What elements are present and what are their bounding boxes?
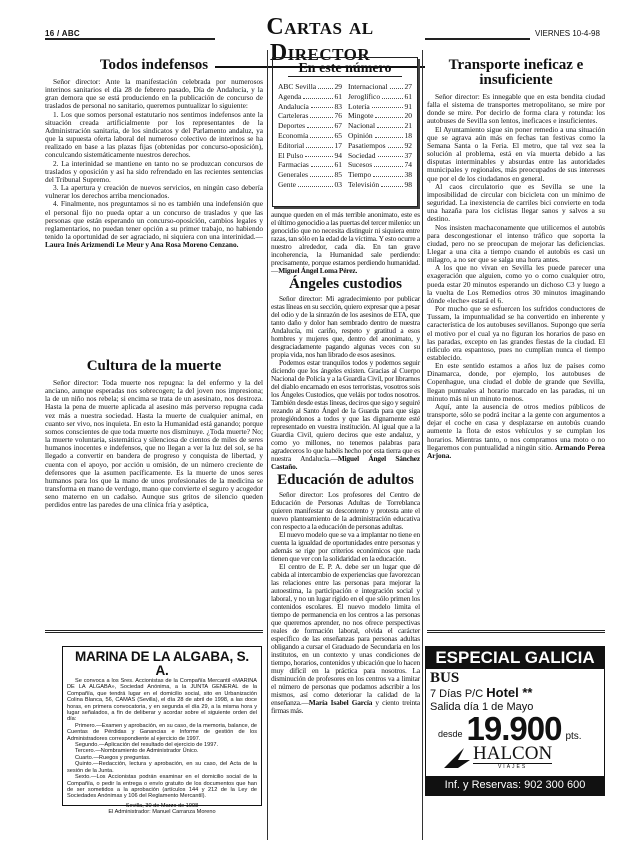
index-label: Generales <box>278 170 308 180</box>
index-entry <box>348 141 412 151</box>
halcon-logo-icon <box>444 746 470 768</box>
paragraph: 3. La apertura y creación de nuevos servicios, en ningún caso debería vulnerar los derechos arriba mencionados. <box>45 183 263 201</box>
index-columns <box>278 82 412 190</box>
index-page: 20 <box>404 111 412 121</box>
paragraph: Señor director: Toda muerte nos repugna: la del enfermo y la del anciano, aunque esperadas nos sobrecogen; la del joven nos impresiona; la de un niño nos rebela; si encima se trata de un asesinato, nos destroza. Hasta la pena de muerte aplicada al asesino más perverso repugna cada vez más a nuestra sociedad. Hasta la muerte de cualquier animal, en cuanto ser vivo, nos inquieta. En esto la Humanidad está ganando; porque somos conscientes de que toda muerte nos disminuye. ¿Toda muerte? No; la muerte voluntaria, sistemática y silenciosa de cientos de miles de seres humanos inocentes e indefensos, que no llegan a ver la luz del sol, se ha llegado a convertir en bandera de progreso y conquista de libertad, y cuenta con el apoyo, por acción u omisión, de un número creciente de defensores que la asumen pacíficamente. Es la muerte de unos seres humanos para los que la mano de unos profesionales de la medicina se transforma en mano de verdugo, mano que convierte el seguro y acogedor seno materno en un cadalso. Aunque sus gritos de silencio queden perdidos entre las paredes de una clínica fría y aséptica, <box>45 378 263 510</box>
paragraph <box>271 211 420 275</box>
index-box <box>272 57 418 207</box>
index-leader <box>310 131 332 138</box>
index-leader <box>374 160 402 167</box>
ad-date: Sevilla, 30 de Marzo de 1998 <box>125 802 199 809</box>
ad-brand-sub: VIAJES <box>473 763 552 770</box>
index-entry <box>348 131 412 141</box>
index-title: En este número <box>288 61 402 77</box>
index-label: Lotería <box>348 101 370 111</box>
ad-contact: Inf. y Reservas: 902 300 600 <box>426 776 604 795</box>
index-entry <box>278 170 342 180</box>
index-label: Agenda <box>278 91 302 101</box>
index-leader <box>377 121 402 128</box>
index-label: ABC Sevilla <box>278 82 317 91</box>
ad-mode: BUS <box>430 670 460 686</box>
index-leader <box>382 92 402 99</box>
ad-text: Quinto.—Redacción, lectura y aprobación, en su caso, del Acta de la sesión de la Junta. <box>67 761 257 774</box>
ad-title: MARINA DE LA ALGABA, S. A. <box>75 649 249 678</box>
issue-date: VIERNES 10-4-98 <box>535 29 600 38</box>
index-leader <box>375 131 403 138</box>
index-page: 65 <box>334 130 342 140</box>
column-divider <box>422 50 423 840</box>
letter-cultura-continued <box>271 211 420 275</box>
index-page: 29 <box>334 82 342 91</box>
index-leader <box>307 121 332 128</box>
letter-title: Transporte ineficaz e insuficiente <box>448 57 584 88</box>
index-leader <box>388 141 403 148</box>
index-leader <box>305 151 332 158</box>
paragraph: Al caos circulatorio que es Sevilla se une la imposibilidad de circular con bicicleta con un mínimo de seguridad. La inexistencia de carriles bici convierte en toda una hazaña para los ciclistas llegar sanos y salvos a su destino. <box>427 181 605 224</box>
paragraph: 1. Los que somos personal estatutario nos sentimos indefensos ante la situación creada artificialmente por los representantes de la Administración sanitaria, de los sindicatos y del Parlamento andaluz, ya que la supuesta oferta laboral del numeroso colectivo de interinos se ha realizado en base a las plazas fijas (obtenidas por concurso-oposición), conculcando sistemáticamente nuestros derechos. <box>45 109 263 160</box>
index-label: Jeroglífico <box>348 91 381 101</box>
ad-currency: pts. <box>565 731 582 742</box>
letter-educacion-de-adultos <box>271 473 420 715</box>
index-leader <box>375 111 402 118</box>
ad-text: Primero.—Examen y aprobación, en su caso, de la memoria, balance, de Cuentas de Pérdidas y Ganancias e Informe de gestión de los Administradores correspondiente al ejercicio de 1997. <box>67 722 257 742</box>
index-label: Internacional <box>348 82 388 91</box>
paragraph-text: Aquí, ante la ausencia de otros medios públicos de transporte, sólo se podrá incitar a la gente con argumentos a dejar el coche en casa y desplazarse en autobús cuando aumente la flota de estos vehículos y se cumplan los horarios. Mientras tanto, o nos compramos una moto o no llegaremos con puntualidad a ningún sitio. <box>427 401 605 452</box>
middle-column-flow <box>271 211 420 715</box>
index-entry <box>278 180 342 190</box>
index-entry <box>278 111 342 121</box>
index-page: 17 <box>334 140 342 150</box>
paragraph-text: Podemos estar tranquilos todos y podemos seguir diciendo que los ángeles existen. Gracias al Cuerpo Nacional de Policía y a la Guardia Civil, por librarnos del diablo encarnado en esos terroristas, vosotros sois los Ángeles Custodios, que veláis por todos nosotros. También desde estas líneas, deciros que sigo y seguiré rezando al Santo Ángel de la Guarda para que siga protegiéndonos a todos y que las dignamente esté representado en vuestra institución. Al igual que a la Guardia Civil, quiero deciros que este andaluz, y como yo millones, no tenemos palabras para agradeceros lo que habéis hecho por esta tierra que es nuestra Andalucía.— <box>271 358 420 463</box>
signature: Miguel Ángel Sánchez Castaño. <box>271 454 420 471</box>
index-page: 27 <box>404 82 412 91</box>
signature: María Isabel García <box>308 698 373 707</box>
ad-headline: ESPECIAL GALICIA <box>426 647 604 669</box>
index-label: Nacional <box>348 121 376 131</box>
ad-brand: HALCON <box>473 742 553 764</box>
signature: Miguel Ángel Loma Pérez. <box>278 266 358 275</box>
index-leader <box>372 102 403 109</box>
paragraph: A los que no vivan en Sevilla les puede parecer una exageración que alguien, como yo o como cualquier otro, pueda estar 20 minutos esperando un dichoso C3 y luego a la vuelta de Los Remedios otros 30 minutos imaginando dónde «leche» estará el 6. <box>427 263 605 305</box>
index-page: 03 <box>334 179 342 189</box>
index-entry <box>348 121 412 131</box>
ad-line1: 7 Días P/C <box>430 688 484 700</box>
paragraph-text: 4. Finalmente, nos preguntamos si no es también una indefensión que el personal fijo no pueda optar a un concurso de traslados y que las personas que están esperando un concurso-oposición, cambios legales y reglamentarios, no puedan tener opción a su primer trabajo, no habiendo tenido la oportunidad de ser agraciado, ni siquiera con una interinidad.— <box>45 199 263 241</box>
column-divider <box>267 50 268 840</box>
letter-cultura-de-la-muerte <box>45 357 263 625</box>
letter-title: Educación de adultos <box>277 472 414 488</box>
index-page: 91 <box>404 101 412 111</box>
index-page: 74 <box>404 160 412 170</box>
index-label: Televisión <box>348 179 380 189</box>
index-leader <box>310 170 333 177</box>
page-folio: 16 / ABC <box>45 29 81 38</box>
ad-text: Tercero.—Nombramiento de Administrador Único. <box>75 748 199 755</box>
ad-line2: Salida día 1 de Mayo <box>430 701 534 713</box>
index-page: 98 <box>404 179 412 189</box>
letter-title: Cultura de la muerte <box>86 358 222 374</box>
letter-title: Todos indefensos <box>99 57 209 73</box>
ad-price: 19.900 <box>466 710 562 747</box>
paragraph: En este sentido estamos a años luz de países como Dinamarca, donde, por ejemplo, los autobuses de Copenhague, una ciudad el doble de grande que Sevilla, llegan puntuales al horario marcado en las paradas, ni un minuto más ni un minuto menos. <box>427 361 605 403</box>
index-page: 18 <box>404 130 412 140</box>
paragraph <box>271 359 420 471</box>
paragraph: Señor director: Los profesores del Centro de Educación de Personas Adultas de Torreblanca quieren manifestar su descontento y protesta ante el nuevo planteamiento de la administración educativa con respecto a la educación de personas adultas. <box>271 490 420 531</box>
index-leader <box>390 82 403 89</box>
ad-text: Cuarto.—Ruegos y preguntas. <box>75 754 151 761</box>
index-label: Editorial <box>278 140 305 150</box>
paragraph-text: aunque queden en el más terrible anonimato, este es el último genocidio a las puertas del tercer milenio: un genocidio que no necesita distinguir ni siquiera entre razas, tan sólo en la edad de la víctima. Y esto ocurre a nuestro alrededor, cada día. En tan grave incoherencia, la Humanidad sale perdiendo: precisamente, porque estamos perdiendo humanidad.— <box>271 210 420 275</box>
index-leader <box>381 180 402 187</box>
index-label: Opinión <box>348 130 373 140</box>
index-page: 67 <box>334 121 342 131</box>
paragraph: El Ayuntamiento sigue sin poner remedio a una situación que se agrava aún más en fechas tan festivas como la Semana Santa o la Feria. El metro, que tal vez sea la solución al problema, está en vía muerta debido a las disputas interminables y absurdas entre las autoridades municipales y regionales, más preocupados de sus intereses que por el de los ciudadanos en general. <box>427 124 605 183</box>
ad-text: Segundo.—Aplicación del resultado del ejercicio de 1997. <box>75 742 219 749</box>
paragraph <box>427 403 605 460</box>
index-leader <box>306 141 332 148</box>
letter-transporte <box>427 56 605 624</box>
index-entry <box>278 160 342 170</box>
paragraph-text: El centro de E. P. A. debe ser un lugar que dé cabida al intercambio de experiencias que favorezcan las relaciones entre las personas para mejorar la autoestima, la participación e integración social y laboral, y no un lugar rígido en el que sólo primen los contenidos escolares. El nuevo modelo limita el tiempo de permanencia en los centros a las personas que queremos aprender, no nos ofrece perspectivas reales de formación laboral, olvida el carácter específico de las enseñanzas para personas adultas obligando a cursar el Graduado de Secundaria en los institutos, en un contexto y unas condiciones de tiempo, horarios, contenidos y ubicación que lo hacen muy difícil en la práctica para nosotros. La disminución de profesores en los centros va a limitar el número de personas que podamos adscribir a los mismos, así como deteriorar la calidad de la enseñanza.— <box>271 562 420 707</box>
letter-todos-indefensos <box>45 56 263 356</box>
index-leader <box>311 160 333 167</box>
index-entry <box>348 160 412 170</box>
index-leader <box>298 180 333 187</box>
index-page: 94 <box>334 150 342 160</box>
index-page: 61 <box>334 91 342 101</box>
letter-title: Ángeles custodios <box>289 276 402 292</box>
paragraph: 2. La interinidad se mantiene en tanto no se produzcan concursos de traslados y oposición y así ha sido refrendado en las recientes sentencias del Tribunal Supremo. <box>45 158 263 184</box>
paragraph: Señor director: Mi agradecimiento por publicar estas líneas en su sección, quiero expresar que a pesar del odio y de la sinrazón de los asesinos de ETA, que tanto daño y dolor han sembrado dentro de nuestra Andalucía, mi cariño, respeto y gratitud a esos hombres y mujeres que, dentro del anonimato, y desgraciadamente pagando algunas veces con su propia vida, nos han librado de esos asesinos. <box>271 294 420 359</box>
header-rule <box>45 38 215 40</box>
index-label: Gente <box>278 179 296 189</box>
index-label: Farmacias <box>278 160 309 170</box>
index-entry <box>348 170 412 180</box>
ad-text: Se convoca a los Sres. Accionistas de la Compañía Mercantil «MARINA DE LA ALGABA», Sociedad Anónima, a la JUNTA GENERAL de la Compañía, que tendrá lugar en el domicilio social, sito en Urbanización Colina Blanca, 56, CAMAS (Sevilla), el día 28 de abril de 1998, a las doce horas, en primera convocatoria, y en segunda el día 29, a la misma hora y lugar señalados, a fin de deliberar y acordar sobre el siguiente orden del día: <box>67 678 257 723</box>
index-label: Carteleras <box>278 111 309 121</box>
index-label: Mingote <box>348 111 374 121</box>
section-rule <box>427 630 605 633</box>
index-page: 85 <box>334 170 342 180</box>
paragraph: Nos insisten machaconamente que utilicemos el autobús para descongestionar el intenso tráfico que soporta la ciudad, pero no se preocupan de mejorar las deficiencias. Llegar a una cita a tiempo cuando el autobús es casi un milagro, a no ser que se salga una hora antes. <box>427 222 605 265</box>
header-rule <box>425 38 530 40</box>
index-label: Deportes <box>278 121 306 131</box>
paragraph: Señor director: Ante la manifestación celebrada por numerosos interinos sanitarios el día 28 de febrero pasado, Día de Andalucía, y la gran demora que se está produciendo en la publicación de concurso de traslados de personal no sanitario, queremos puntualizar lo siguiente: <box>45 77 263 111</box>
ad-marina-de-la-algaba <box>62 646 262 816</box>
paragraph: Por mucho que se esfuercen los sufridos conductores de Tussam, la impuntualidad se ha convertido en inherente y característica de los autobuses sevillanos. Supongo que sería el motivo por el cual ya no figuran los horarios de paso en las paradas, excepto en las grandes fiestas de la ciudad. El ridículo era espantoso, pues no cumplían nunca el tiempo establecido. <box>427 304 605 362</box>
ad-signer: El Administrador: Manuel Carranza Moreno <box>108 809 216 816</box>
ad-text: Sexto.—Los Accionistas podrán examinar en el domicilio social de la Compañía, o pedir la entrega o envío gratuito de los documentos que han de ser sometidos a la aprobación (artículos 144 y 212 de la Ley de Sociedades Anónimas y 106 del Reglamento Mercantil). <box>67 774 257 800</box>
signature: Armando Perea Arjona. <box>427 442 605 460</box>
index-entry <box>348 151 412 161</box>
index-page: 76 <box>334 111 342 121</box>
index-leader <box>311 102 333 109</box>
paragraph <box>271 563 420 715</box>
index-entry <box>348 180 412 190</box>
index-label: Economía <box>278 130 309 140</box>
index-column-left <box>278 82 342 190</box>
index-page: 61 <box>404 91 412 101</box>
paragraph: El nuevo modelo que se va a implantar no tiene en cuenta la igualdad de oportunidades entre personas y además se rige por criterios económicos que nada tienen que ver con la solidaridad en la educación. <box>271 530 420 563</box>
index-label: Pasatiempos <box>348 140 386 150</box>
index-page: 37 <box>404 150 412 160</box>
index-entry <box>278 121 342 131</box>
paragraph <box>45 200 263 249</box>
index-entry <box>278 82 342 92</box>
signature: Laura Inés Arizmendi Le Meur y Ana Rosa Moreno Cenzano. <box>45 240 239 250</box>
index-entry <box>278 141 342 151</box>
index-entry <box>348 92 412 102</box>
index-entry <box>278 102 342 112</box>
index-page: 92 <box>404 140 412 150</box>
index-leader <box>318 82 332 89</box>
index-label: Andalucía <box>278 101 309 111</box>
index-page: 38 <box>404 170 412 180</box>
index-page: 61 <box>334 160 342 170</box>
section-rule <box>45 630 263 633</box>
index-entry <box>278 131 342 141</box>
index-entry <box>278 151 342 161</box>
index-leader <box>378 151 403 158</box>
index-leader <box>303 92 332 99</box>
index-page: 83 <box>334 101 342 111</box>
paragraph: Señor director: Es innegable que en esta bendita ciudad falla el sistema de transportes metropolitano, se mire por donde se mire. Por decirlo de forma clara y rotunda: los autobuses de Sevilla son lentos, ineficaces e insuficientes. <box>427 92 605 126</box>
index-page: 21 <box>404 121 412 131</box>
index-entry <box>348 82 412 92</box>
index-column-right <box>348 82 412 190</box>
ad-hotel: Hotel ** <box>486 685 533 700</box>
index-leader <box>310 111 332 118</box>
ad-especial-galicia <box>425 646 605 796</box>
index-entry <box>348 102 412 112</box>
ad-from: desde <box>438 729 463 739</box>
signature-tail: y ciento treinta firmas más. <box>271 698 420 715</box>
index-label: Tiempo <box>348 170 372 180</box>
index-label: Sociedad <box>348 150 376 160</box>
section-title: Cartas al Director <box>215 14 425 68</box>
index-label: Sucesos <box>348 160 373 170</box>
index-leader <box>373 170 402 177</box>
index-entry <box>348 111 412 121</box>
index-entry <box>278 92 342 102</box>
letter-angeles-custodios <box>271 277 420 471</box>
index-label: El Pulso <box>278 150 304 160</box>
